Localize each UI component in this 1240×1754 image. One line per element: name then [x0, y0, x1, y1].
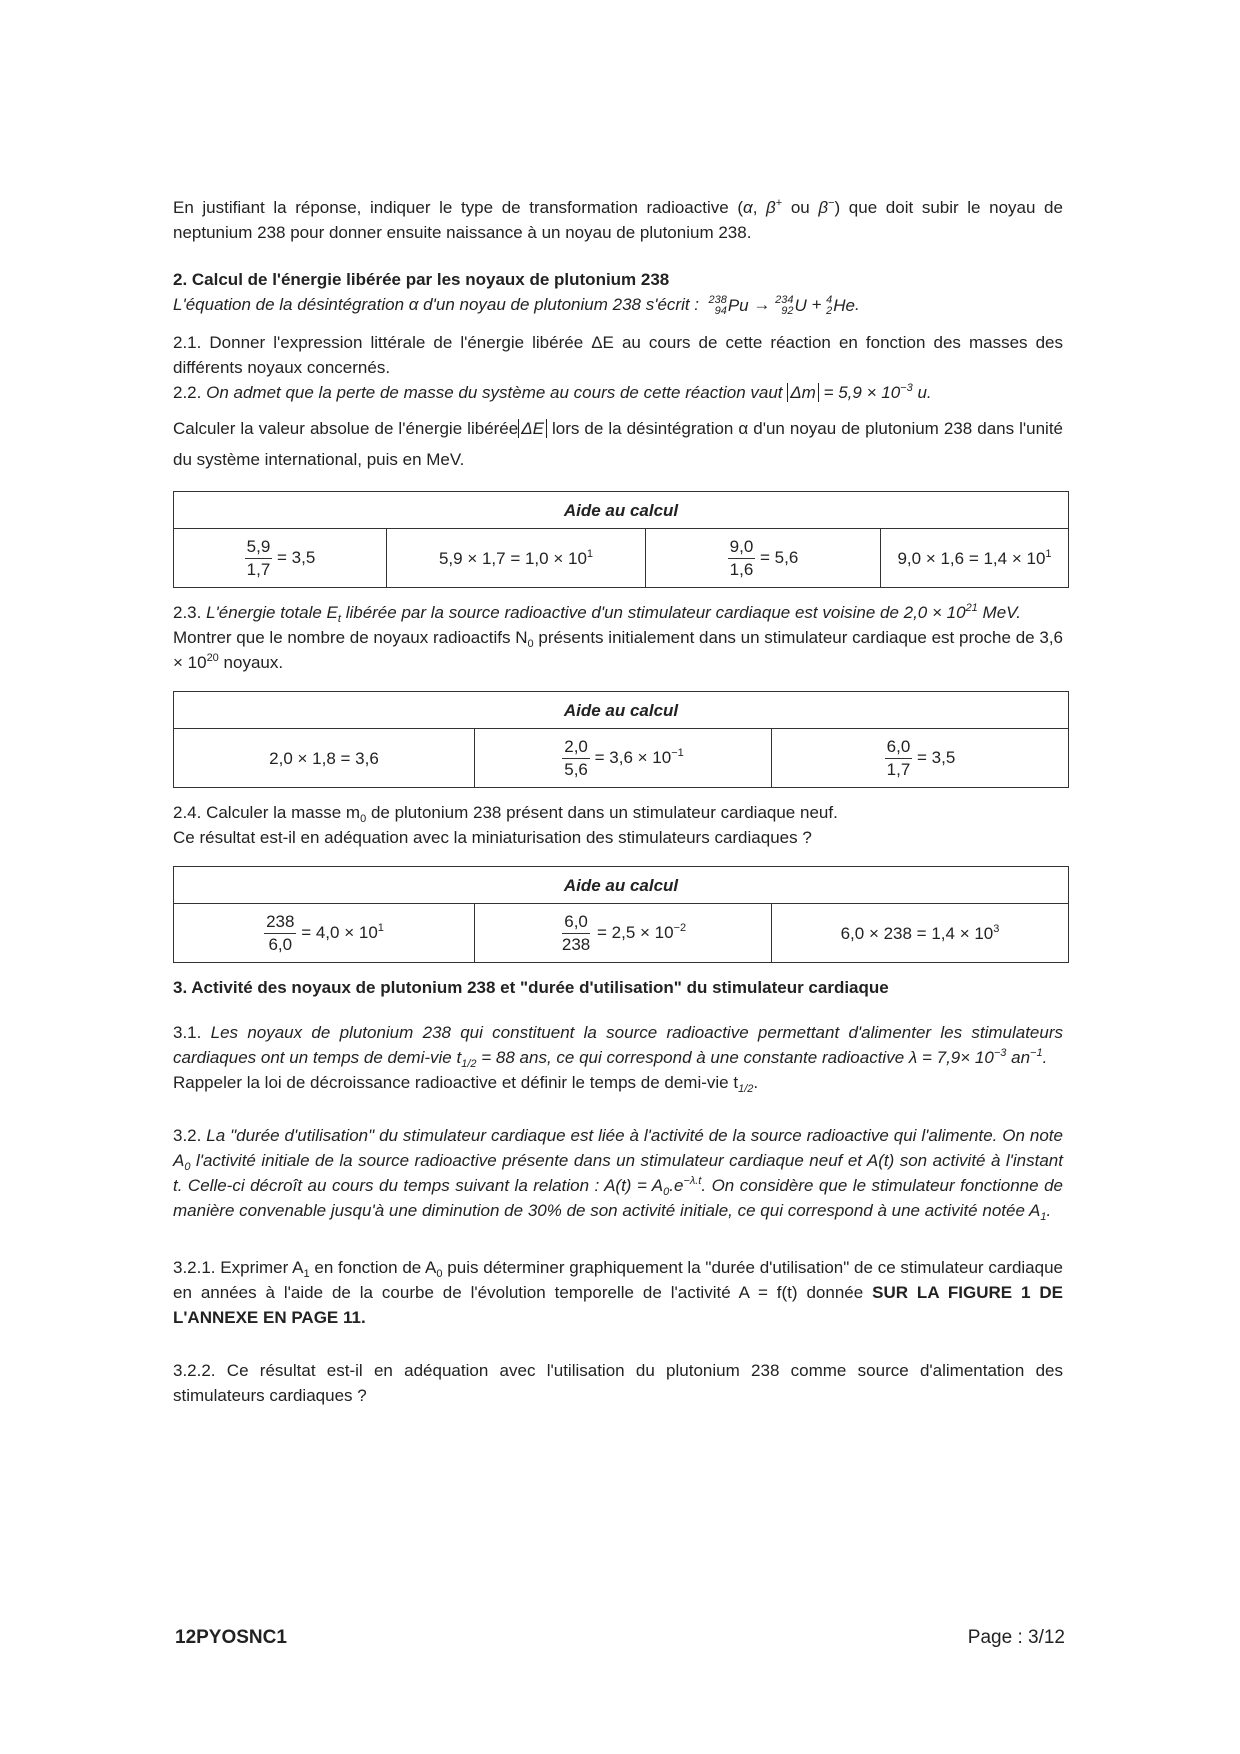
q32-exponent: −λ.t: [683, 1175, 702, 1188]
reaction-arrow: →: [753, 295, 771, 314]
mass-loss-abs: Δm: [787, 383, 819, 402]
fraction-numerator: 6,0: [885, 736, 913, 759]
q31-period: .: [1042, 1048, 1048, 1068]
aide-cell: [772, 729, 1069, 788]
nucleus-he: [826, 293, 855, 318]
fraction-numerator: 5,9: [245, 536, 273, 559]
fraction-denominator: 1,7: [886, 759, 911, 779]
pu-atomic-number: 94: [714, 304, 727, 317]
fraction-numerator: 2,0: [562, 736, 590, 759]
mass-loss-exponent: −3: [900, 382, 913, 395]
fraction-denominator: 5,6: [564, 759, 588, 779]
aide-cell: [174, 729, 475, 788]
q23-text-a: L'énergie totale E: [206, 603, 338, 623]
question-3-1: [173, 1020, 1063, 1070]
q23-task-c: noyaux.: [223, 653, 284, 673]
fraction-denominator: 1,7: [246, 559, 271, 579]
q23-sub-t: t: [337, 613, 341, 626]
nucleus-pu: [708, 293, 748, 318]
q31-number: 3.1.: [173, 1023, 202, 1043]
pu-symbol: Pu: [727, 296, 749, 316]
question-2-2: [173, 380, 1063, 405]
question-2-1: 2.1. Donner l'expression littérale de l'énergie libérée ΔE au cours de cette réaction en fonction des masses des différents noyaux concernés.: [173, 333, 1063, 378]
aide-header: Aide au calcul: [174, 492, 1069, 529]
minus-sign: −: [828, 197, 835, 209]
q23-text-b: libérée par la source radioactive d'un stimulateur cardiaque est voisine de 2,0 × 10: [345, 603, 966, 623]
aide-cell: [646, 529, 881, 588]
q23-unit: MeV.: [982, 603, 1021, 623]
fraction-denominator: 1,6: [729, 559, 754, 579]
q23-task-a: Montrer que le nombre de noyaux radioactifs N: [173, 628, 528, 648]
section-3-title: 3. Activité des noyaux de plutonium 238 et "durée d'utilisation" du stimulateur cardiaque: [173, 978, 889, 998]
aide-header: Aide au calcul: [174, 867, 1069, 904]
q23-exponent-2: 20: [206, 652, 219, 665]
product-text: 2,0 × 1,8 = 3,6: [269, 748, 379, 768]
alpha-symbol: α: [743, 198, 753, 217]
q321-text-b: en fonction de A: [314, 1258, 437, 1278]
q22-statement: On admet que la perte de masse du système au cours de cette réaction vaut: [206, 383, 783, 403]
beta-plus-symbol: β: [766, 198, 776, 217]
he-mass-number: 4: [826, 293, 833, 306]
fraction-exponent: 1: [377, 921, 384, 934]
equation-period: .: [855, 295, 860, 314]
question-2-2-calc: [173, 413, 1063, 475]
plus-operator: +: [811, 295, 822, 314]
q31-text-b: = 88 ans, ce qui correspond à une constante radioactive λ = 7,9× 10: [481, 1048, 994, 1068]
aide-calcul-table-2: [173, 691, 1069, 788]
q31-unit: an: [1011, 1048, 1031, 1068]
fraction-result: = 3,5: [277, 547, 316, 567]
question-2-4: [173, 800, 1063, 825]
q32-exp-base: .e: [669, 1176, 684, 1196]
q321-text-a: 3.2.1. Exprimer A: [173, 1258, 304, 1278]
q24-text-b: de plutonium 238 présent dans un stimulateur cardiaque neuf.: [370, 803, 838, 823]
aide-calcul-table-1: [173, 491, 1069, 588]
question-2-3: [173, 600, 1063, 625]
fraction-exponent: −2: [673, 921, 687, 934]
u-atomic-number: 92: [781, 304, 794, 317]
product-exponent: 3: [993, 922, 1000, 935]
q32-text-a: La "durée d'utilisation" du stimulateur cardiaque est liée à l'activité de la source radioactive qui l'alimente. On note A: [173, 1126, 1063, 1171]
q22-calc-text-a: Calculer la valeur absolue de l'énergie libérée: [173, 419, 519, 439]
product-exponent: 1: [1045, 547, 1052, 560]
q31-exponent: −3: [993, 1047, 1007, 1060]
u-symbol: U: [794, 296, 807, 316]
q23-exponent: 21: [965, 602, 978, 615]
he-symbol: He: [833, 296, 855, 316]
product-text: 5,9 × 1,7 = 1,0 × 10: [438, 548, 587, 568]
aide-cell: [475, 729, 772, 788]
aide-cell: [475, 904, 772, 963]
nucleus-u: [775, 293, 807, 318]
fraction-result: = 4,0 × 10: [301, 922, 378, 942]
aide-cell: [881, 529, 1069, 588]
q22-number: 2.2.: [173, 383, 202, 403]
q24-sub-0: 0: [360, 813, 367, 826]
q31-task: Rappeler la loi de décroissance radioactive et définir le temps de demi-vie t: [173, 1073, 739, 1093]
fraction-numerator: 6,0: [562, 911, 590, 934]
fraction-denominator: 238: [561, 934, 591, 954]
aide-cell: [174, 904, 475, 963]
fraction-result: = 3,6 × 10: [594, 747, 672, 767]
q32-text-b: l'activité initiale de la source radioactive présente dans un stimulateur cardiaque neuf et A(t) son activité à l'instant t. Celle-ci décroît au cours du temps suivant la relation : A(t) = A: [173, 1151, 1063, 1196]
intro-text-a: En justifiant la réponse, indiquer le type de transformation radioactive (: [173, 198, 743, 217]
question-3-1-task: [173, 1070, 1063, 1095]
q32-sub-1: 1: [1040, 1211, 1047, 1224]
question-3-2: [173, 1123, 1063, 1223]
question-2-3-task: [173, 625, 1063, 675]
aide-header: Aide au calcul: [174, 692, 1069, 729]
q321-text-c: puis déterminer graphiquement la "durée d'utilisation" de ce stimulateur cardiaque en années à l'aide de la courbe de l'évolution temporelle de l'activité A = f(t) donnée: [173, 1258, 1063, 1303]
fraction-result: = 3,5: [917, 747, 956, 767]
q23-sub-0: 0: [527, 638, 534, 651]
ou-text: ou: [790, 198, 810, 217]
beta-minus-symbol: β: [818, 198, 829, 217]
intro-question: En justifiant la réponse, indiquer le type de transformation radioactive (α, β+ ou β−) que doit subir le noyau de neptunium 238 pour donner ensuite naissance à un noyau de plutonium 238.: [173, 197, 1063, 242]
product-text: 9,0 × 1,6 = 1,4 × 10: [897, 548, 1046, 568]
he-atomic-number: 2: [826, 304, 833, 317]
q32-sub-0: 0: [184, 1161, 191, 1174]
q32-number: 3.2.: [173, 1126, 202, 1146]
equation-intro: L'équation de la désintégration α d'un noyau de plutonium 238 s'écrit :: [173, 295, 700, 314]
q23-task-b: présents initialement dans un stimulateur cardiaque est proche de 3,6 × 10: [173, 628, 1063, 673]
q23-number: 2.3.: [173, 603, 202, 623]
page-number: Page : 3/12: [967, 1627, 1065, 1648]
fraction-denominator: 6,0: [268, 934, 293, 954]
intro-text-b: ) que doit subir le noyau de neptunium 238 pour donner ensuite naissance à un noyau de plutonium 238.: [173, 198, 1063, 242]
fraction-numerator: 238: [264, 911, 296, 934]
product-text: 6,0 × 238 = 1,4 × 10: [840, 923, 994, 943]
q31-text-a: Les noyaux de plutonium 238 qui constituent la source radioactive permettant d'alimenter les stimulateurs cardiaques ont un temps de demi-vie t: [173, 1023, 1063, 1068]
aide-calcul-table-3: [173, 866, 1069, 963]
product-exponent: 1: [586, 547, 594, 560]
decay-equation: [173, 292, 1063, 318]
aide-cell: [387, 529, 646, 588]
q32-text-c: . On considère que le stimulateur fonctionne de manière convenable jusqu'à une diminution de 30% de son activité initiale, ce qui correspond à une activité notée A: [173, 1176, 1063, 1221]
q31-task-sub: 1/2: [738, 1083, 754, 1096]
fraction-numerator: 9,0: [728, 536, 756, 559]
q31-sub-half: 1/2: [461, 1058, 477, 1071]
q31-task-period: .: [753, 1073, 759, 1093]
energy-abs: ΔE: [518, 419, 547, 438]
fraction-result: = 5,6: [760, 547, 799, 567]
pu-mass-number: 238: [708, 293, 727, 306]
exam-page: [173, 195, 1063, 1408]
q321-sub-0: 0: [436, 1268, 443, 1281]
mass-loss-unit: u.: [917, 383, 932, 403]
aide-cell: [174, 529, 387, 588]
exam-code: 12PYOSNC1: [175, 1627, 287, 1648]
fraction-result: = 2,5 × 10: [596, 922, 674, 942]
plus-sign: +: [775, 197, 783, 209]
q22-calc-text-b: lors de la désintégration α d'un noyau de plutonium 238 dans l'unité du système international, puis en MeV.: [173, 419, 1064, 470]
aide-cell: [772, 904, 1069, 963]
q32-sub-0b: 0: [663, 1186, 670, 1199]
question-2-4-b: Ce résultat est-il en adéquation avec la miniaturisation des stimulateurs cardiaques ?: [173, 828, 812, 848]
q321-sub-1: 1: [303, 1268, 310, 1281]
q321-annex-reference: SUR LA FIGURE 1 DE L'ANNEXE EN PAGE 11.: [173, 1283, 1063, 1328]
question-3-2-2: 3.2.2. Ce résultat est-il en adéquation avec l'utilisation du plutonium 238 comme source d'alimentation des stimulateurs cardiaques ?: [173, 1361, 1063, 1406]
q31-unit-exponent: −1: [1030, 1047, 1043, 1060]
q32-period: .: [1046, 1201, 1052, 1221]
q24-text-a: 2.4. Calculer la masse m: [173, 803, 361, 823]
fraction-exponent: −1: [671, 746, 684, 759]
u-mass-number: 234: [775, 293, 794, 306]
mass-loss-value: = 5,9 × 10: [823, 383, 901, 403]
section-2-title: 2. Calcul de l'énergie libérée par les noyaux de plutonium 238: [173, 270, 670, 289]
question-3-2-1: [173, 1255, 1063, 1330]
